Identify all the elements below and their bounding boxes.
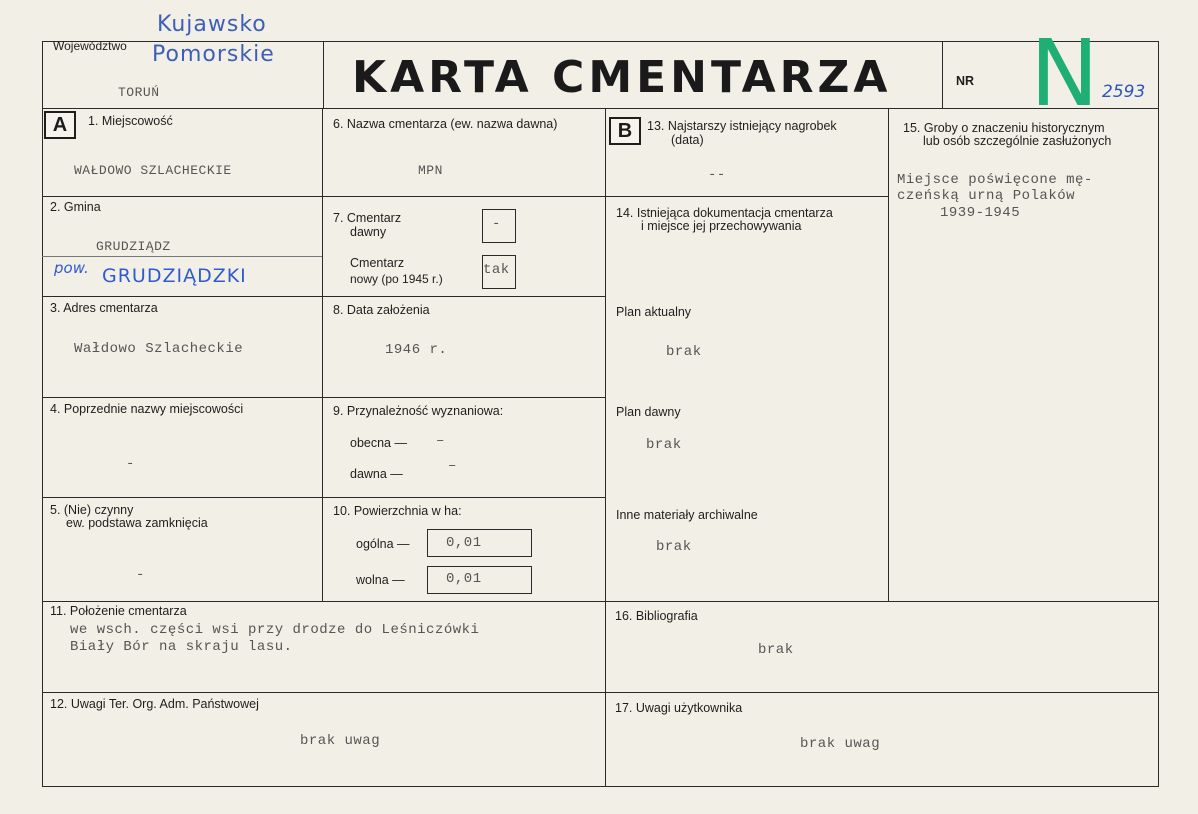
f2-hand-value: GRUDZIĄDZKI (102, 265, 247, 287)
f8-label: 8. Data założenia (333, 303, 430, 317)
f3-label: 3. Adres cmentarza (50, 301, 158, 315)
f14-label-2: i miejsce jej przechowywania (641, 219, 802, 233)
f5-label-1: 5. (Nie) czynny (50, 503, 134, 517)
f7-label-2: dawny (350, 225, 387, 239)
f13-value: -- (708, 167, 726, 183)
nr-handwritten-letter: N (1030, 20, 1099, 127)
plan-aktualny-value: brak (666, 344, 702, 360)
f1-value: WAŁDOWO SZLACHECKIE (74, 163, 232, 178)
typed-torun: TORUŃ (118, 85, 160, 100)
f3-value: Wałdowo Szlacheckie (74, 341, 244, 357)
row-line-m3 (322, 397, 605, 398)
row-line-a4 (42, 497, 322, 498)
col-divider-b (605, 108, 606, 786)
stamp-line-1: Kujawsko (157, 12, 267, 37)
col-divider-a (322, 108, 323, 601)
f15-value-2: czeńską urną Polaków (897, 188, 1076, 204)
f9-dawna-label: dawna — (350, 467, 403, 481)
plan-dawny-value: brak (646, 437, 682, 453)
f2-label: 2. Gmina (50, 200, 101, 214)
f7-nowy-label-2: nowy (po 1945 r.) (350, 272, 443, 286)
header-divider-1 (323, 41, 324, 108)
row-line-a1 (42, 196, 322, 197)
stamp-line-2: Pomorskie (152, 42, 275, 67)
left-border (42, 41, 43, 786)
f15-label-2: lub osób szczególnie zasłużonych (923, 134, 1112, 148)
f12-label: 12. Uwagi Ter. Org. Adm. Państwowej (50, 697, 259, 711)
row-line-m4 (322, 497, 605, 498)
f13-label-2: (data) (671, 133, 704, 147)
inne-materialy-value: brak (656, 539, 692, 555)
row-line-a2 (42, 296, 322, 297)
f17-label: 17. Uwagi użytkownika (615, 701, 743, 715)
f13-label-1: 13. Najstarszy istniejący nagrobek (647, 119, 837, 133)
plan-dawny-label: Plan dawny (616, 405, 681, 419)
f2-value: GRUDZIĄDZ (96, 239, 171, 254)
f9-obecna-value: – (436, 433, 445, 449)
row-line-full-1 (42, 601, 1159, 602)
f5-value: - (136, 567, 145, 583)
header-bottom-line (42, 108, 1159, 109)
f15-value-1: Miejsce poświęcone mę- (897, 172, 1093, 188)
f10-wolna-label: wolna — (356, 573, 405, 587)
f8-value: 1946 r. (385, 342, 448, 358)
section-a-letter: A (44, 111, 76, 139)
f14-label-1: 14. Istniejąca dokumentacja cmentarza (616, 206, 833, 220)
f9-dawna-value: – (448, 458, 457, 474)
f5-label-2: ew. podstawa zamknięcia (66, 516, 208, 530)
f15-value-3: 1939-1945 (940, 205, 1021, 221)
f10-ogolna-value: 0,01 (446, 535, 482, 551)
f6-value: MPN (418, 163, 443, 178)
row-line-a3 (42, 397, 322, 398)
f15-label-1: 15. Groby o znaczeniu historycznym (903, 121, 1105, 135)
f7-label-1: 7. Cmentarz (333, 211, 402, 225)
f6-label: 6. Nazwa cmentarza (ew. nazwa dawna) (333, 117, 558, 131)
page-title: KARTA CMENTARZA (352, 52, 892, 103)
f1-label: 1. Miejscowość (88, 114, 173, 128)
f4-label: 4. Poprzednie nazwy miejscowości (50, 402, 244, 416)
f2-hand-prefix: pow. (54, 259, 89, 277)
header-divider-2 (942, 41, 943, 108)
f10-label: 10. Powierzchnia w ha: (333, 504, 462, 518)
inne-materialy-label: Inne materiały archiwalne (616, 508, 758, 522)
f17-value: brak uwag (800, 736, 881, 752)
f9-obecna-label: obecna — (350, 436, 407, 450)
plan-aktualny-label: Plan aktualny (616, 305, 692, 319)
right-border (1158, 41, 1159, 786)
f16-label: 16. Bibliografia (615, 609, 698, 623)
col-divider-c (888, 108, 889, 601)
bottom-border (42, 786, 1159, 787)
row-line-b1 (605, 196, 888, 197)
row-line-m1 (322, 196, 605, 197)
f7-nowy-value: tak (483, 262, 510, 278)
section-b-letter: B (609, 117, 641, 145)
gmina-underline (42, 256, 322, 257)
nr-handwritten-number: 2593 (1102, 82, 1146, 102)
f12-value: brak uwag (300, 733, 381, 749)
f9-label: 9. Przynależność wyznaniowa: (333, 404, 504, 418)
f11-value-1: we wsch. części wsi przy drodze do Leśniczówki (70, 622, 480, 638)
f16-value: brak (758, 642, 794, 658)
f10-wolna-value: 0,01 (446, 571, 482, 587)
nr-label: NR (956, 74, 975, 88)
f7-dawny-value: - (492, 216, 501, 232)
row-line-full-2 (42, 692, 1159, 693)
f11-value-2: Biały Bór na skraju lasu. (70, 639, 293, 655)
f10-ogolna-label: ogólna — (356, 537, 410, 551)
wojewodztwo-label: Województwo (53, 39, 127, 53)
f7-nowy-label-1: Cmentarz (350, 256, 405, 270)
row-line-m2 (322, 296, 605, 297)
f4-value: - (126, 456, 135, 472)
f11-label: 11. Położenie cmentarza (50, 604, 187, 618)
